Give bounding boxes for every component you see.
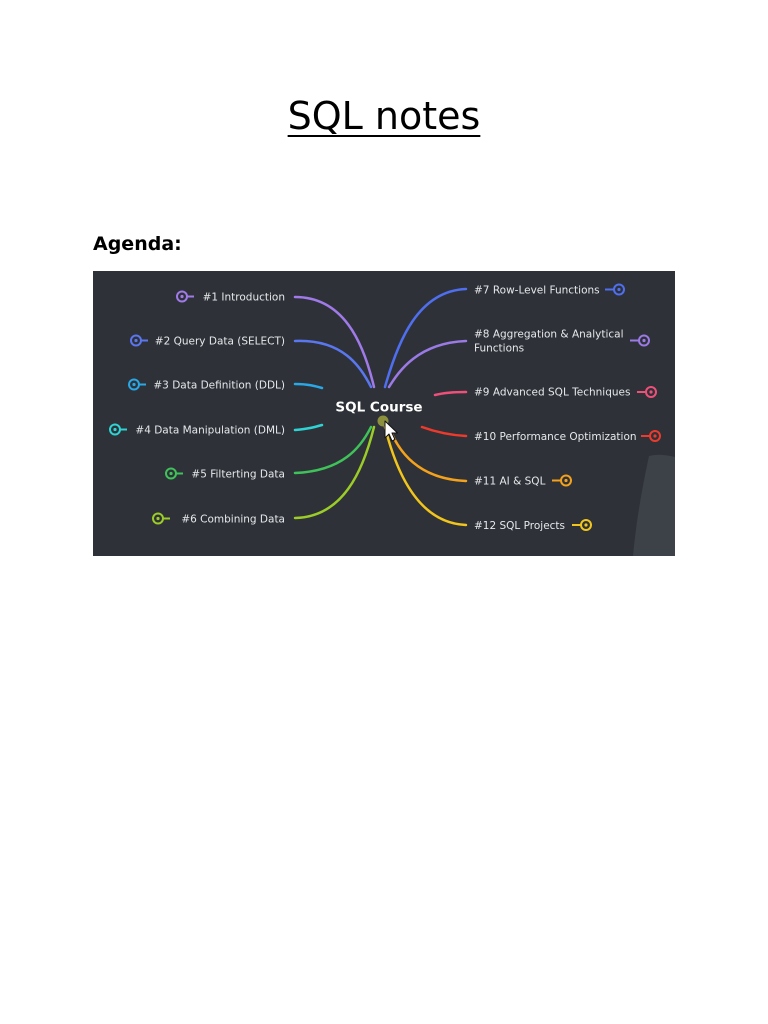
- target-icon: [166, 469, 183, 479]
- topic-label-5: #5 Filterting Data: [191, 468, 285, 481]
- target-icon: [572, 520, 591, 530]
- branch-line: [385, 289, 466, 387]
- branch-line: [295, 384, 322, 388]
- topic-label-10: #10 Performance Optimization: [474, 431, 637, 443]
- document-title-text: SQL notes: [287, 94, 481, 138]
- target-icon: [153, 514, 170, 524]
- topic-label-1: #1 Introduction: [202, 291, 285, 304]
- mindmap-shadow: [633, 455, 675, 556]
- topic-label-4: #4 Data Manipulation (DML): [135, 424, 285, 437]
- branch-line: [295, 341, 371, 387]
- branch-line: [295, 427, 371, 473]
- branch-line: [435, 392, 466, 395]
- target-icon: [605, 285, 624, 295]
- agenda-mindmap-image: [93, 271, 675, 556]
- topic-label-6: #6 Combining Data: [181, 513, 285, 526]
- target-icon: [177, 292, 194, 302]
- branch-line: [389, 341, 466, 387]
- topic-label-8: #8 Aggregation & Analytical: [474, 328, 624, 341]
- mindmap-center-label: SQL Course: [335, 399, 423, 416]
- target-icon: [131, 336, 148, 346]
- target-icon: [129, 380, 146, 390]
- branch-line: [295, 425, 322, 430]
- agenda-heading: Agenda:: [93, 233, 182, 255]
- topic-label-3: #3 Data Definition (DDL): [153, 379, 285, 392]
- target-icon: [552, 476, 571, 486]
- document-title: [0, 88, 768, 144]
- target-icon: [630, 336, 649, 346]
- target-icon: [110, 425, 127, 435]
- mindmap-svg: [93, 271, 675, 556]
- topic-label-8-line2: Functions: [474, 342, 525, 355]
- topic-label-9: #9 Advanced SQL Techniques: [474, 386, 631, 399]
- topic-label-2: #2 Query Data (SELECT): [154, 335, 285, 348]
- topic-label-11: #11 AI & SQL: [474, 475, 546, 488]
- branch-line: [422, 427, 466, 436]
- target-icon: [637, 387, 656, 397]
- topic-label-12: #12 SQL Projects: [474, 520, 566, 532]
- topic-label-7: #7 Row-Level Functions: [474, 284, 600, 297]
- target-icon: [641, 431, 660, 441]
